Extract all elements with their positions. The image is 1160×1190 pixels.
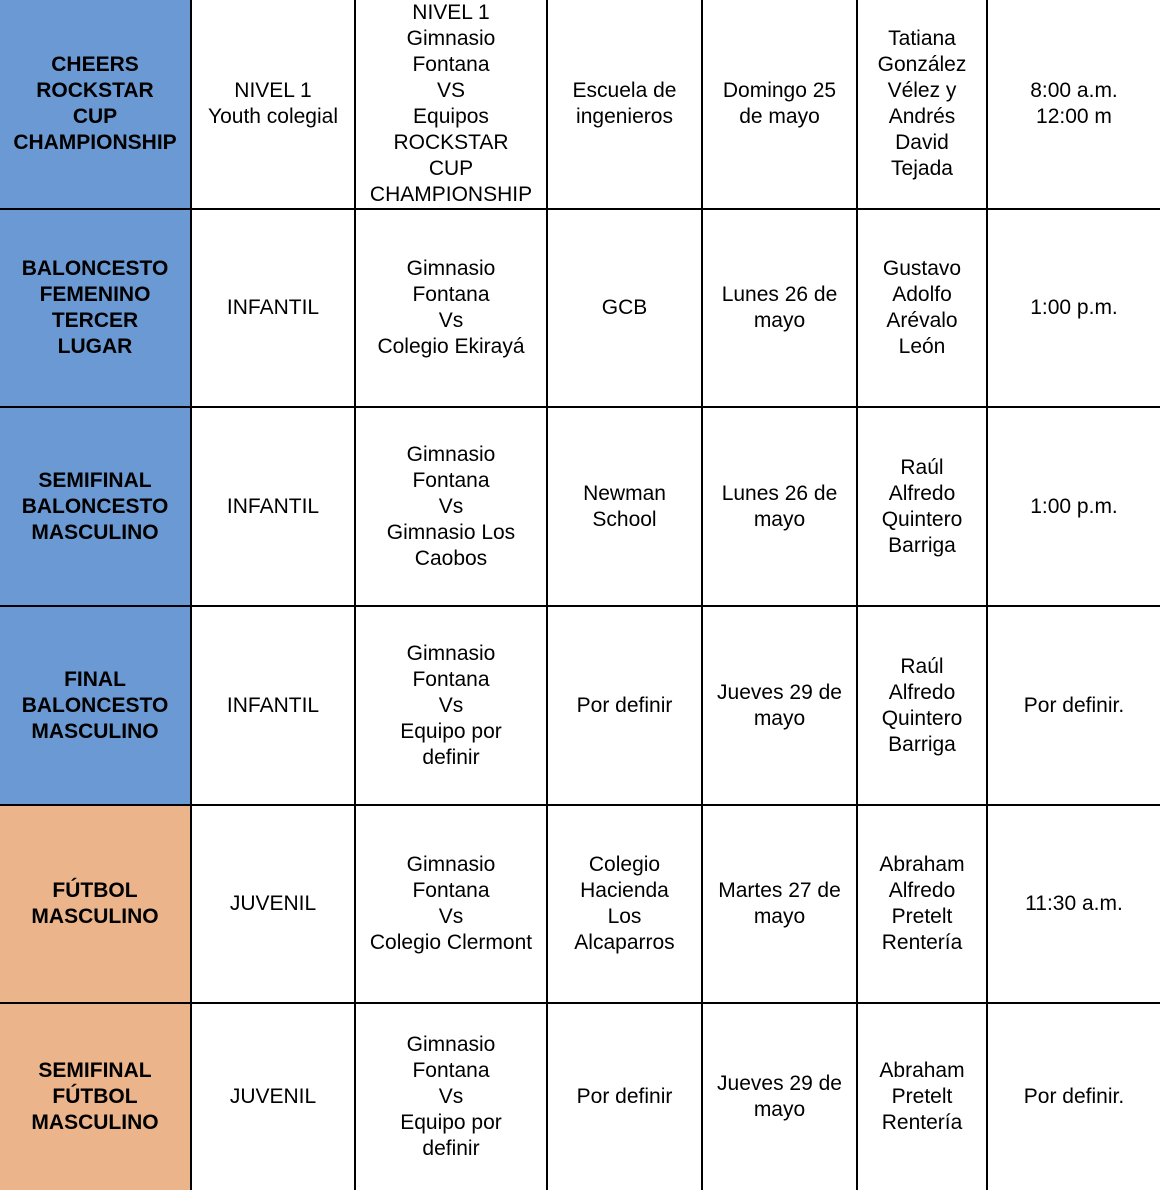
event-text: BALONCESTO [21,693,169,717]
event-cell [0,1003,191,1190]
date-text: mayo [753,905,806,928]
match-text: Vs [438,494,464,518]
time-text: 12:00 m [1036,105,1112,128]
match-text: Fontana [412,468,490,492]
event-text: TERCER [51,309,139,332]
category-cell [191,606,355,805]
time-text: 11:30 a.m. [1025,892,1123,915]
event-text: CUP [72,105,118,128]
coach-cell [857,1003,987,1190]
venue-text: Alcaparros [574,931,675,954]
category-text: INFANTIL [226,693,320,717]
match-text: Vs [438,693,464,717]
date-text: Jueves 29 de [717,1072,842,1095]
time-cell [987,407,1160,606]
venue-text: Hacienda [580,879,669,902]
match-text: Fontana [412,53,490,76]
venue-text: School [592,507,657,531]
table-row [0,1003,1160,1190]
venue-cell [547,209,702,407]
category-text: NIVEL 1 [234,79,312,102]
coach-cell [857,0,987,209]
coach-text: Barriga [888,533,956,557]
coach-text: Gustavo [882,257,962,280]
time-text: Por definir. [1023,693,1125,717]
event-cell [0,407,191,606]
event-text: MASCULINO [31,905,159,928]
coach-text: Barriga [888,732,956,756]
coach-text: Rentería [881,1111,963,1134]
match-text: Gimnasio [406,442,496,466]
coach-text: Rentería [881,931,963,954]
match-text: Fontana [412,879,490,902]
time-text: 1:00 p.m. [1030,296,1118,319]
match-text: Vs [438,1085,464,1108]
venue-text: Escuela de [572,79,677,102]
match-text: Vs [438,309,464,332]
table-row [0,805,1160,1003]
coach-text: Quintero [881,507,963,531]
match-cell [355,407,547,606]
match-text: Equipo por [400,719,502,743]
match-text: Fontana [412,1059,490,1082]
event-text: SEMIFINAL [38,1059,152,1082]
match-text: Colegio Clermont [369,931,533,954]
event-text: MASCULINO [31,719,159,743]
event-text: FÚTBOL [52,879,138,902]
time-cell [987,209,1160,407]
date-text: Lunes 26 de [721,481,838,505]
coach-text: Quintero [881,706,963,730]
match-text: definir [422,745,480,769]
match-text: Equipos [413,105,489,128]
match-text: Colegio Ekirayá [377,335,525,358]
event-text: FÚTBOL [52,1085,138,1108]
match-text: CHAMPIONSHIP [369,183,533,206]
date-cell [702,1003,857,1190]
match-cell [355,0,547,209]
coach-cell [857,407,987,606]
match-text: Gimnasio Los [386,520,516,544]
date-text: Domingo 25 [722,79,837,102]
match-text: CUP [428,157,474,180]
date-text: mayo [753,1098,806,1121]
match-cell [355,209,547,407]
match-text: Equipo por [400,1111,502,1134]
coach-cell [857,805,987,1003]
event-text: FEMENINO [39,283,151,306]
venue-text: ingenieros [576,105,673,128]
match-text: Fontana [412,283,490,306]
match-text: Gimnasio [406,1033,496,1056]
event-text: LUGAR [57,335,133,358]
event-cell [0,209,191,407]
coach-text: Tatiana [888,27,956,50]
venue-cell [547,1003,702,1190]
match-text: Vs [438,905,464,928]
match-text: Fontana [412,667,490,691]
venue-text: Por definir [576,693,673,717]
date-text: mayo [753,706,806,730]
time-cell [987,606,1160,805]
table-row [0,0,1160,209]
date-cell [702,209,857,407]
time-text: 1:00 p.m. [1030,494,1118,518]
category-text: INFANTIL [226,296,320,319]
coach-text: Tejada [891,157,953,180]
category-text: JUVENIL [229,892,317,915]
coach-cell [857,209,987,407]
time-cell [987,1003,1160,1190]
event-cell [0,0,191,209]
coach-text: Arévalo [886,309,958,332]
coach-text: Pretelt [891,1085,953,1108]
coach-text: Andrés [888,105,956,128]
event-text: BALONCESTO [21,257,169,280]
match-text: Gimnasio [406,853,496,876]
venue-text: Colegio [588,853,661,876]
venue-text: GCB [601,296,648,319]
match-text: NIVEL 1 [412,1,490,24]
event-cell [0,606,191,805]
match-cell [355,1003,547,1190]
event-cell [0,805,191,1003]
coach-text: Vélez y [887,79,957,102]
category-cell [191,805,355,1003]
category-cell [191,209,355,407]
coach-text: Abraham [879,853,965,876]
event-text: SEMIFINAL [38,468,152,492]
time-cell [987,0,1160,209]
time-text: 8:00 a.m. [1030,79,1118,102]
match-text: Caobos [414,546,488,570]
event-text: FINAL [64,667,126,691]
match-cell [355,606,547,805]
event-text: MASCULINO [31,520,159,544]
venue-cell [547,407,702,606]
match-text: definir [422,1137,480,1160]
match-text: Gimnasio [406,27,496,50]
event-text: ROCKSTAR [36,79,154,102]
match-text: Gimnasio [406,257,496,280]
date-text: de mayo [739,105,820,128]
event-text: MASCULINO [31,1111,159,1134]
match-text: VS [436,79,465,102]
date-text: Lunes 26 de [721,283,838,306]
time-text: Por definir. [1023,1085,1125,1108]
time-cell [987,805,1160,1003]
date-text: mayo [753,309,806,332]
date-text: mayo [753,507,806,531]
date-text: Jueves 29 de [717,680,842,704]
coach-text: Raúl [900,654,944,678]
venue-text: Los [607,905,642,928]
category-text: INFANTIL [226,494,320,518]
coach-text: David [895,131,949,154]
coach-text: Raúl [900,455,944,479]
date-cell [702,606,857,805]
event-text: BALONCESTO [21,494,169,518]
coach-text: González [877,53,967,76]
match-cell [355,805,547,1003]
coach-text: Adolfo [892,283,952,306]
date-cell [702,407,857,606]
match-text: Gimnasio [406,641,496,665]
table-row [0,606,1160,805]
venue-cell [547,0,702,209]
venue-text: Newman [583,481,666,505]
table-row [0,407,1160,606]
coach-text: Alfredo [888,680,956,704]
date-cell [702,805,857,1003]
category-text: Youth colegial [208,105,338,128]
category-cell [191,1003,355,1190]
table-row [0,209,1160,407]
category-cell [191,407,355,606]
category-cell [191,0,355,209]
event-text: CHEERS [51,53,139,76]
coach-text: León [898,335,946,358]
date-text: Martes 27 de [718,879,841,902]
coach-text: Alfredo [888,481,956,505]
event-text: CHAMPIONSHIP [13,131,177,154]
match-text: ROCKSTAR [393,131,509,154]
coach-cell [857,606,987,805]
venue-text: Por definir [576,1085,673,1108]
coach-text: Abraham [879,1059,965,1082]
venue-cell [547,606,702,805]
coach-text: Pretelt [891,905,953,928]
venue-cell [547,805,702,1003]
category-text: JUVENIL [229,1085,317,1108]
date-cell [702,0,857,209]
coach-text: Alfredo [888,879,956,902]
